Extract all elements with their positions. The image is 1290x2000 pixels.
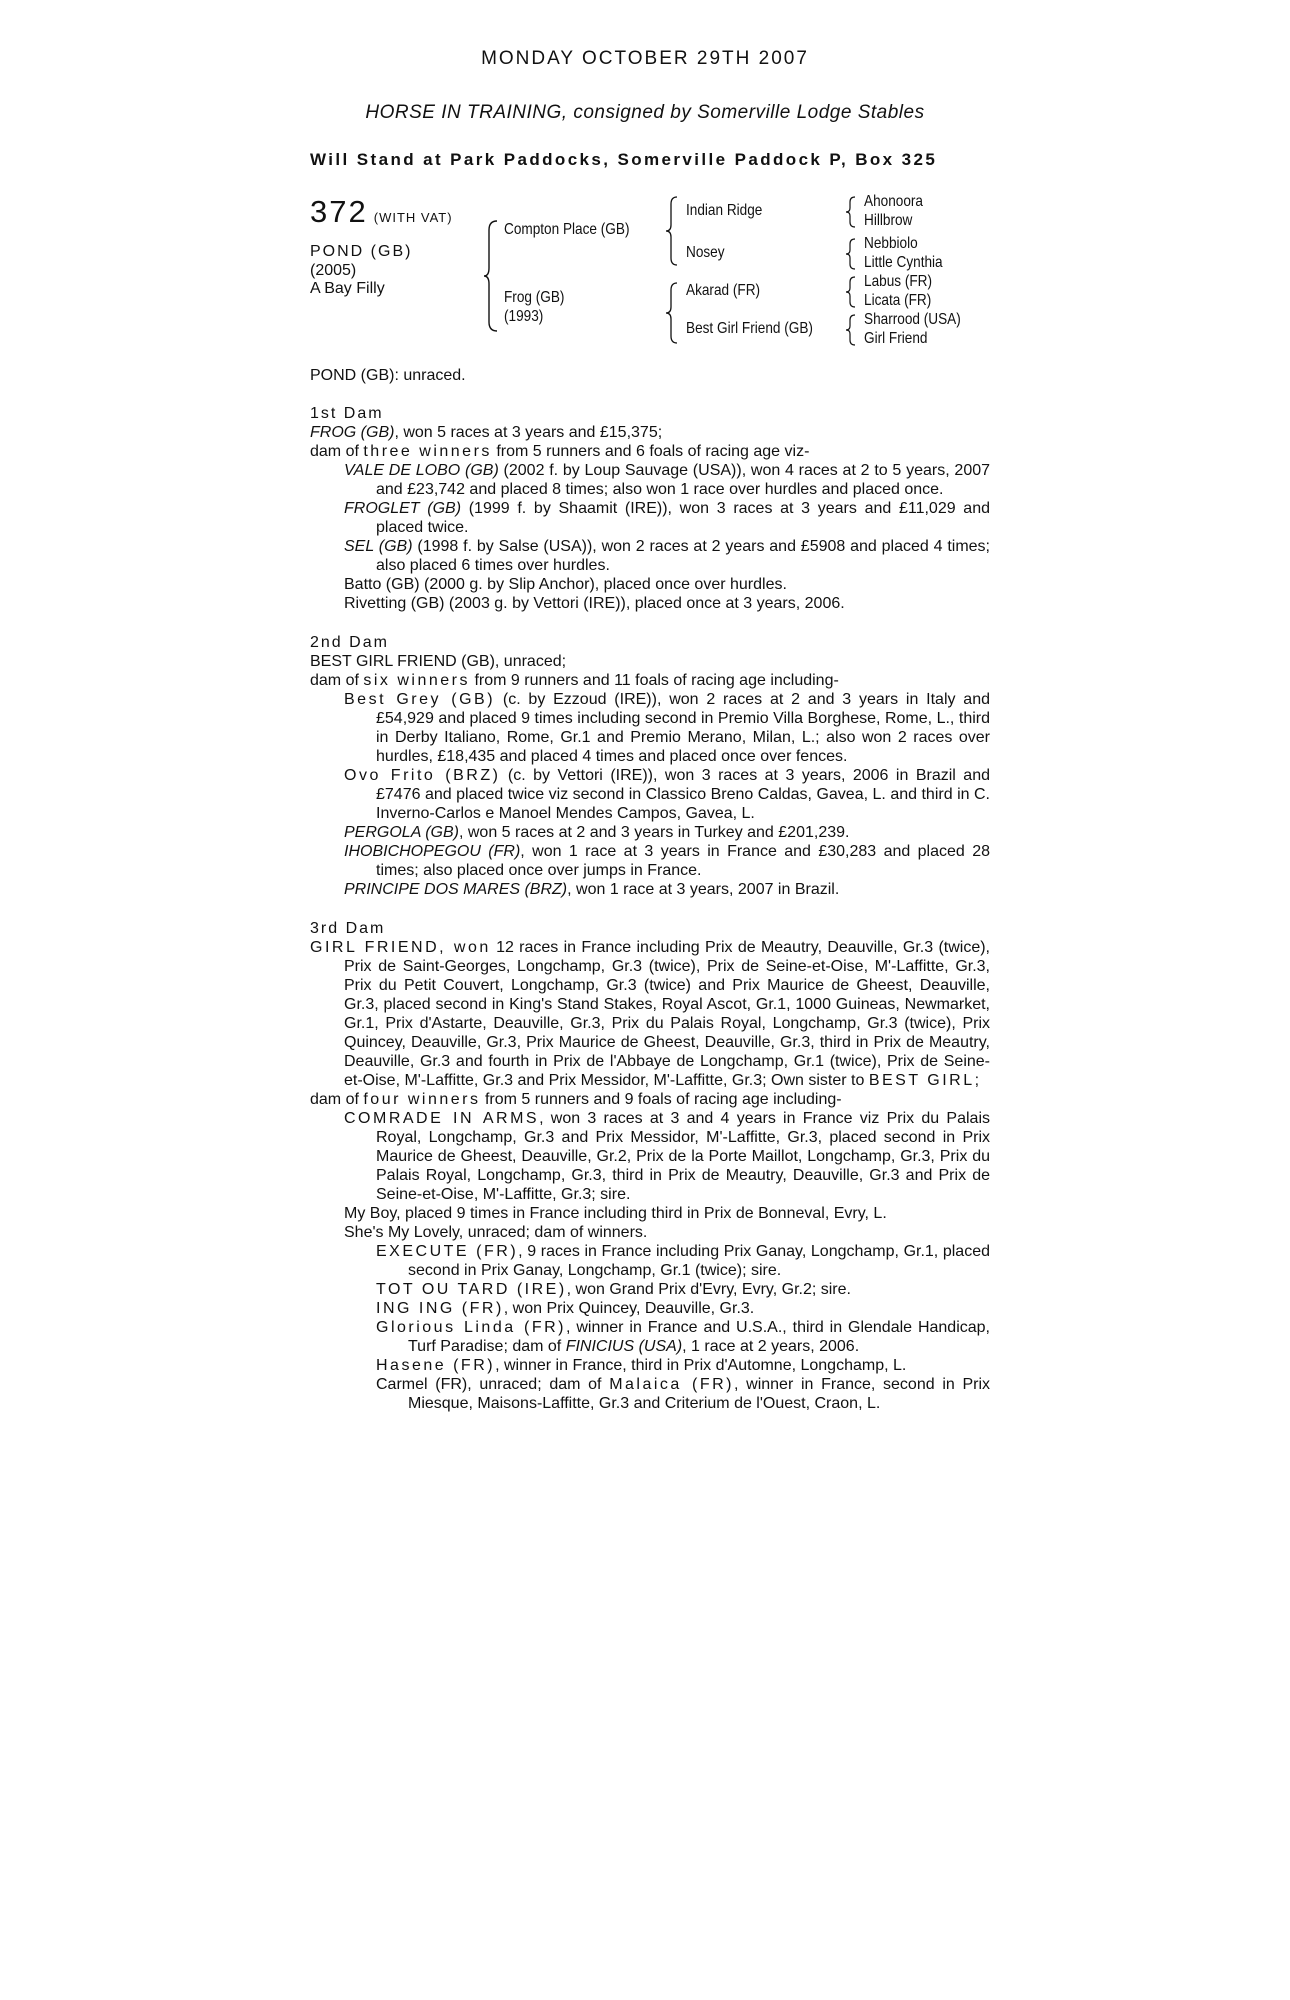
third-dam-produce-line: dam of four winners from 5 runners and 9 foals of racing age including-: [310, 1091, 842, 1108]
pedigree-sire: Compton Place (GB): [504, 221, 630, 238]
catalogue-body: [310, 366, 990, 1413]
pedigree-brace-sire: [665, 196, 679, 266]
third-dam-section: [310, 919, 990, 1413]
third-dam-heading: 3rd Dam: [310, 920, 386, 937]
pedigree-brace-g12: [845, 196, 857, 228]
first-dam-produce-item: Rivetting (GB) (2003 g. by Vettori (IRE)), placed once at 3 years, 2006.: [344, 595, 845, 612]
first-dam-produce-item: FROGLET (GB) (1999 f. by Shaamit (IRE)), won 3 races at 3 years and £11,029 and placed twice.: [344, 500, 990, 536]
pedigree-dam-year: (1993): [504, 308, 544, 325]
pedigree-g6: Licata (FR): [864, 292, 932, 309]
consignment-line: HORSE IN TRAINING, consigned by Somerville Lodge Stables: [365, 102, 925, 123]
horse-description: A Bay Filly: [310, 280, 385, 297]
second-dam-produce-item: PERGOLA (GB), won 5 races at 2 and 3 years in Turkey and £201,239.: [344, 824, 850, 841]
first-dam-produce-item: Batto (GB) (2000 g. by Slip Anchor), placed once over hurdles.: [344, 576, 787, 593]
second-dam-produce-item: Best Grey (GB) (c. by Ezzoud (IRE)), won 2 races at 2 and 3 years in Italy and £54,929 and placed 9 times including second in Premio Villa Borghese, Rome, L., third in Derby Italiano, Rome, Gr.1 and Premio Merano, Milan, L.; also won 2 races over hurdles, £18,435 and placed 4 times and placed once over fences.: [344, 691, 990, 765]
second-dam-produce-item: IHOBICHOPEGOU (FR), won 1 race at 3 years in France and £30,283 and placed 28 times; also placed once over jumps in France.: [344, 843, 990, 879]
pedigree-g2: Hillbrow: [864, 212, 913, 229]
first-dam-produce-item: VALE DE LOBO (GB) (2002 f. by Loup Sauvage (USA)), won 4 races at 2 to 5 years, 2007 and £23,742 and placed 8 times; also won 1 race over hurdles and placed once.: [344, 462, 991, 498]
pedigree-g4: Little Cynthia: [864, 254, 943, 271]
pedigree-g1: Ahonoora: [864, 193, 923, 210]
pedigree-sire-sire: Indian Ridge: [686, 202, 763, 219]
pedigree-g8: Girl Friend: [864, 330, 928, 347]
pedigree-brace-g78: [845, 314, 857, 346]
first-dam-produce-line: dam of three winners from 5 runners and 6 foals of racing age viz-: [310, 443, 810, 460]
sale-date: MONDAY OCTOBER 29TH 2007: [481, 48, 809, 69]
race-record: POND (GB): unraced.: [310, 367, 466, 384]
lot-number: 372: [310, 194, 368, 229]
second-dam-produce-item: PRINCIPE DOS MARES (BRZ), won 1 race at 3 years, 2007 in Brazil.: [344, 881, 840, 898]
pedigree-sire-dam: Nosey: [686, 244, 725, 261]
grand-produce-item: EXECUTE (FR), 9 races in France including Prix Ganay, Longchamp, Gr.1, placed second in Prix Ganay, Longchamp, Gr.1 (twice); sire.: [376, 1243, 991, 1279]
first-dam-produce-item: SEL (GB) (1998 f. by Salse (USA)), won 2 races at 2 years and £5908 and placed 4 times; also placed 6 times over hurdles.: [344, 538, 991, 574]
third-dam-produce-item: My Boy, placed 9 times in France including third in Prix de Bonneval, Evry, L.: [344, 1205, 887, 1222]
lot-heading: [310, 194, 453, 230]
first-dam-heading: 1st Dam: [310, 405, 384, 422]
third-dam-produce-item: COMRADE IN ARMS, won 3 races at 3 and 4 years in France viz Prix du Palais Royal, Longchamp, Gr.3 and Prix Messidor, M'-Laffitte, Gr.3, placed second in Prix Maurice de Gheest, Deauville, Gr.2, Prix de la Porte Maillot, Longchamp, Gr.3, Prix du Palais Royal, Longchamp, Gr.3, third in Prix de Meautry, Deauville, Gr.3 and Prix de Seine-et-Oise, M'-Laffitte, Gr.3; sire.: [344, 1110, 991, 1203]
second-dam-produce-item: Ovo Frito (BRZ) (c. by Vettori (IRE)), won 3 races at 3 years, 2006 in Brazil and £7476 and placed twice viz second in Classico Breno Caldas, Gavea, L. and third in C. Inverno-Carlos e Manoel Mendes Campos, Gavea, L.: [344, 767, 991, 822]
pedigree-brace-g56: [845, 276, 857, 308]
pedigree-g5: Labus (FR): [864, 273, 933, 290]
first-dam-line: FROG (GB), won 5 races at 3 years and £15,375;: [310, 424, 663, 441]
horse-year: (2005): [310, 262, 357, 279]
second-dam-section: [310, 633, 990, 899]
second-dam-heading: 2nd Dam: [310, 634, 389, 651]
first-dam-section: [310, 404, 990, 613]
pedigree-g3: Nebbiolo: [864, 235, 918, 252]
pedigree-dam-dam: Best Girl Friend (GB): [686, 320, 813, 337]
second-dam-line: BEST GIRL FRIEND (GB), unraced;: [310, 653, 567, 670]
pedigree-g7: Sharrood (USA): [864, 311, 961, 328]
pedigree-brace-dam: [665, 282, 679, 344]
pedigree-dam: Frog (GB): [504, 289, 565, 306]
grand-produce-item: ING ING (FR), won Prix Quincey, Deauville, Gr.3.: [376, 1300, 755, 1317]
lot-vat: (WITH VAT): [373, 210, 453, 225]
third-dam-produce-item: She's My Lovely, unraced; dam of winners.: [344, 1224, 648, 1241]
grand-produce-item: Glorious Linda (FR), winner in France and U.S.A., third in Glendale Handicap, Turf Paradise; dam of FINICIUS (USA), 1 race at 2 years, 2006.: [376, 1319, 990, 1355]
pedigree-brace-g34: [845, 238, 857, 270]
pedigree-dam-sire: Akarad (FR): [686, 282, 761, 299]
grand-produce-item: Carmel (FR), unraced; dam of Malaica (FR), winner in France, second in Prix Miesque, Maisons-Laffitte, Gr.3 and Criterium de l'Ouest, Craon, L.: [376, 1376, 991, 1412]
grand-produce-item: Hasene (FR), winner in France, third in Prix d'Automne, Longchamp, L.: [376, 1357, 907, 1374]
second-dam-produce-line: dam of six winners from 9 runners and 11 foals of racing age including-: [310, 672, 839, 689]
third-dam-line: GIRL FRIEND, won 12 races in France including Prix de Meautry, Deauville, Gr.3 (twice), Prix de Saint-Georges, Longchamp, Gr.3 (twice), Prix de Seine-et-Oise, M'-Laffitte, Gr.3, Prix du Petit Couvert, Longchamp, Gr.3 (twice) and Prix Maurice de Gheest, Deauville, Gr.3, placed second in King's Stand Stakes, Royal Ascot, Gr.1, 1000 Guineas, Newmarket, Gr.1, Prix d'Astarte, Deauville, Gr.3, Prix du Palais Royal, Longchamp, Gr.3 (twice), Prix Quincey, Deauville, Gr.3, Prix Maurice de Gheest, Deauville, Gr.3, third in Prix de Meautry, Deauville, Gr.3 and fourth in Prix de l'Abbaye de Longchamp, Gr.1 (twice), Prix de Seine-et-Oise, M'-Laffitte, Gr.3 and Prix Messidor, M'-Laffitte, Gr.3; Own sister to BEST GIRL;: [310, 939, 991, 1089]
stand-location: Will Stand at Park Paddocks, Somerville Paddock P, Box 325: [310, 150, 938, 169]
grand-produce-item: TOT OU TARD (IRE), won Grand Prix d'Evry, Evry, Gr.2; sire.: [376, 1281, 851, 1298]
pedigree-brace-main: [483, 220, 499, 332]
horse-name: POND (GB): [310, 243, 413, 260]
